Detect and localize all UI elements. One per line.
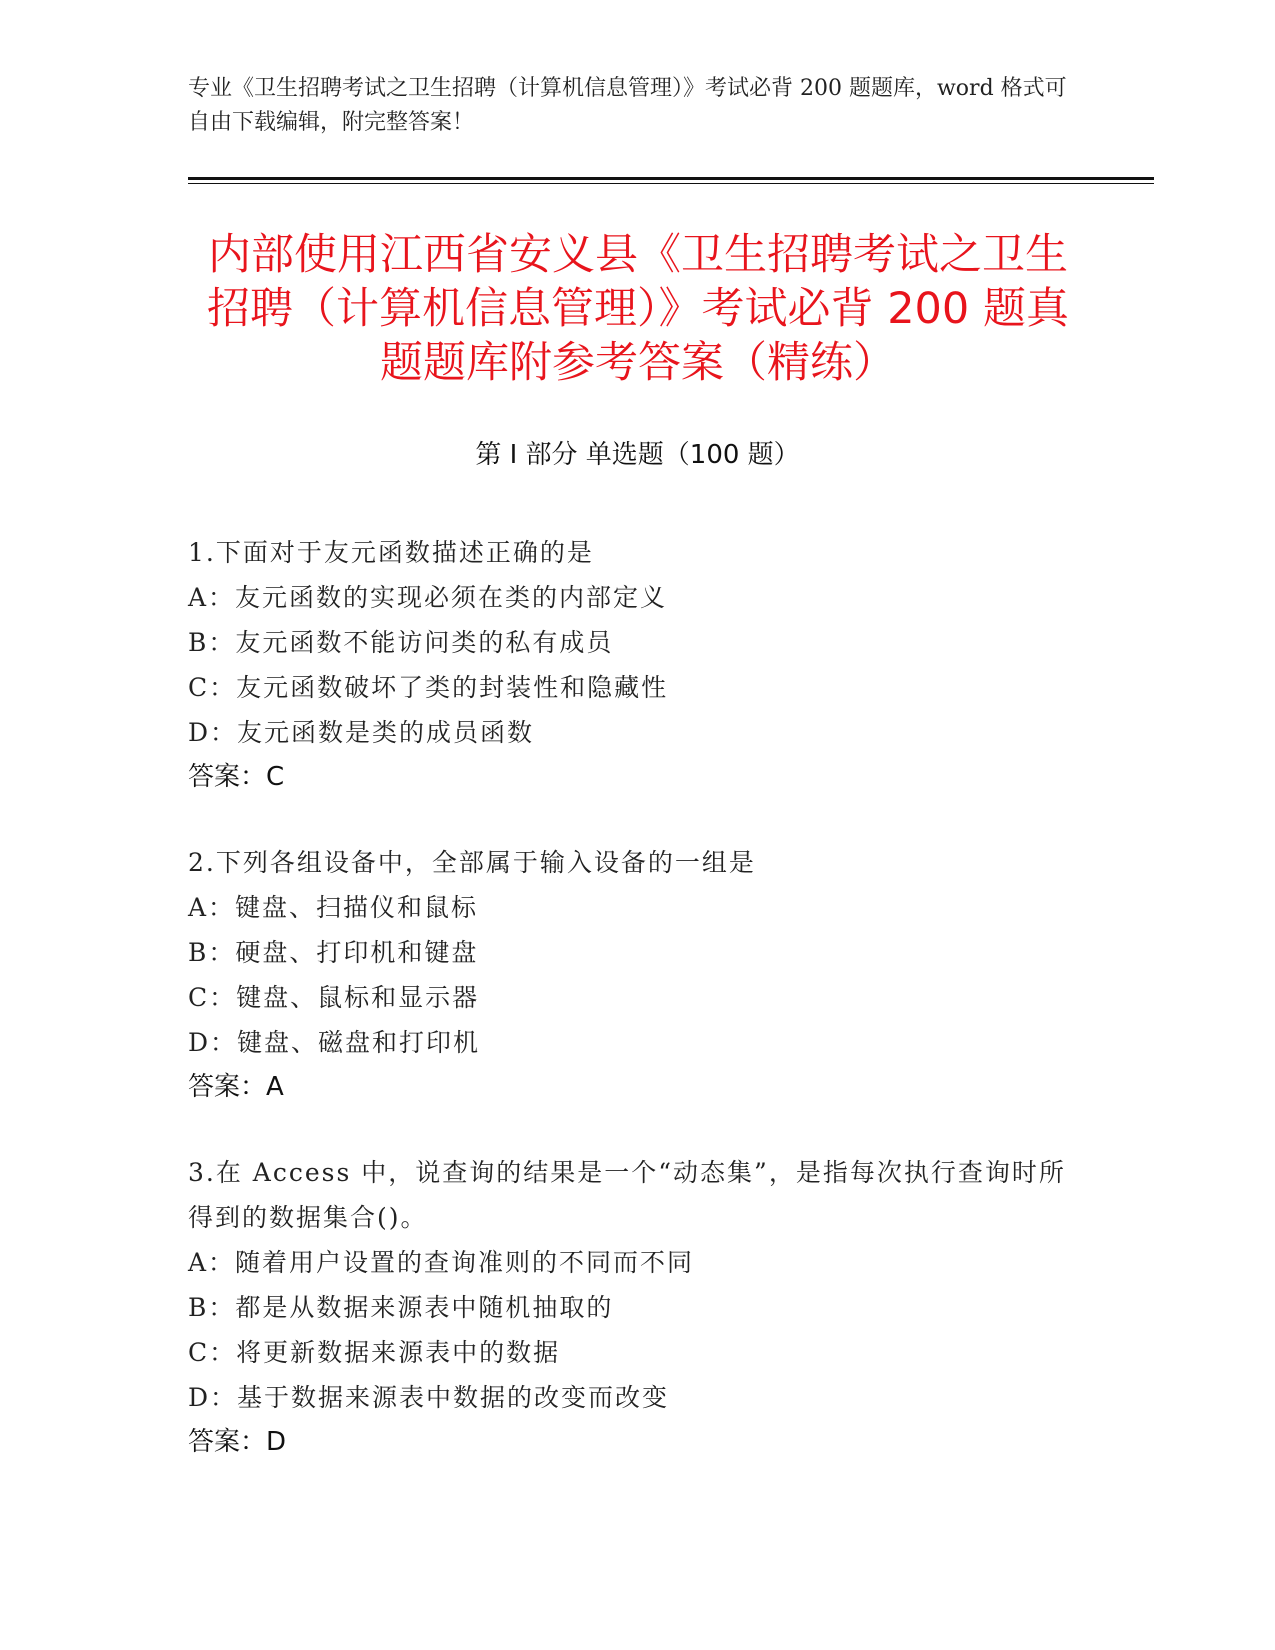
option-d: D：基于数据来源表中数据的改变而改变 [188,1383,670,1412]
document-title: 内部使用江西省安义县《卫生招聘考试之卫生招聘（计算机信息管理）》考试必背 200 题真题题库附参考答案（精练） [207,230,1069,388]
option-b: B：硬盘、打印机和键盘 [188,938,479,967]
question-list [188,530,1088,1505]
option-a: A：友元函数的实现必须在类的内部定义 [188,583,668,612]
header-note: 专业《卫生招聘考试之卫生招聘（计算机信息管理）》考试必背 200 题题库，word 格式可自由下载编辑，附完整答案！ [188,76,1067,135]
option-d: D：键盘、磁盘和打印机 [188,1028,481,1057]
option-b: B：都是从数据来源表中随机抽取的 [188,1293,614,1322]
question-2 [188,840,1088,1110]
option-c: C：友元函数破坏了类的封装性和隐藏性 [188,673,669,702]
question-3 [188,1150,1088,1465]
option-a: A：随着用户设置的查询准则的不同而不同 [188,1248,695,1277]
question-stem: 1.下面对于友元函数描述正确的是 [188,538,594,567]
option-b: B：友元函数不能访问类的私有成员 [188,628,614,657]
answer: 答案：D [188,1427,287,1457]
answer: 答案：A [188,1072,284,1102]
section-title: 第 I 部分 单选题（100 题） [475,440,800,470]
question-stem: 3.在 Access 中，说查询的结果是一个“动态集”，是指每次执行查询时所得到的数据集合()。 [188,1158,1066,1232]
answer: 答案：C [188,762,285,792]
question-stem: 2.下列各组设备中，全部属于输入设备的一组是 [188,848,756,877]
option-c: C：将更新数据来源表中的数据 [188,1338,561,1367]
option-a: A：键盘、扫描仪和鼠标 [188,893,479,922]
header-divider-thin [188,183,1154,184]
question-1 [188,530,1088,800]
option-d: D：友元函数是类的成员函数 [188,718,535,747]
option-c: C：键盘、鼠标和显示器 [188,983,480,1012]
header-divider-thick [188,177,1154,180]
